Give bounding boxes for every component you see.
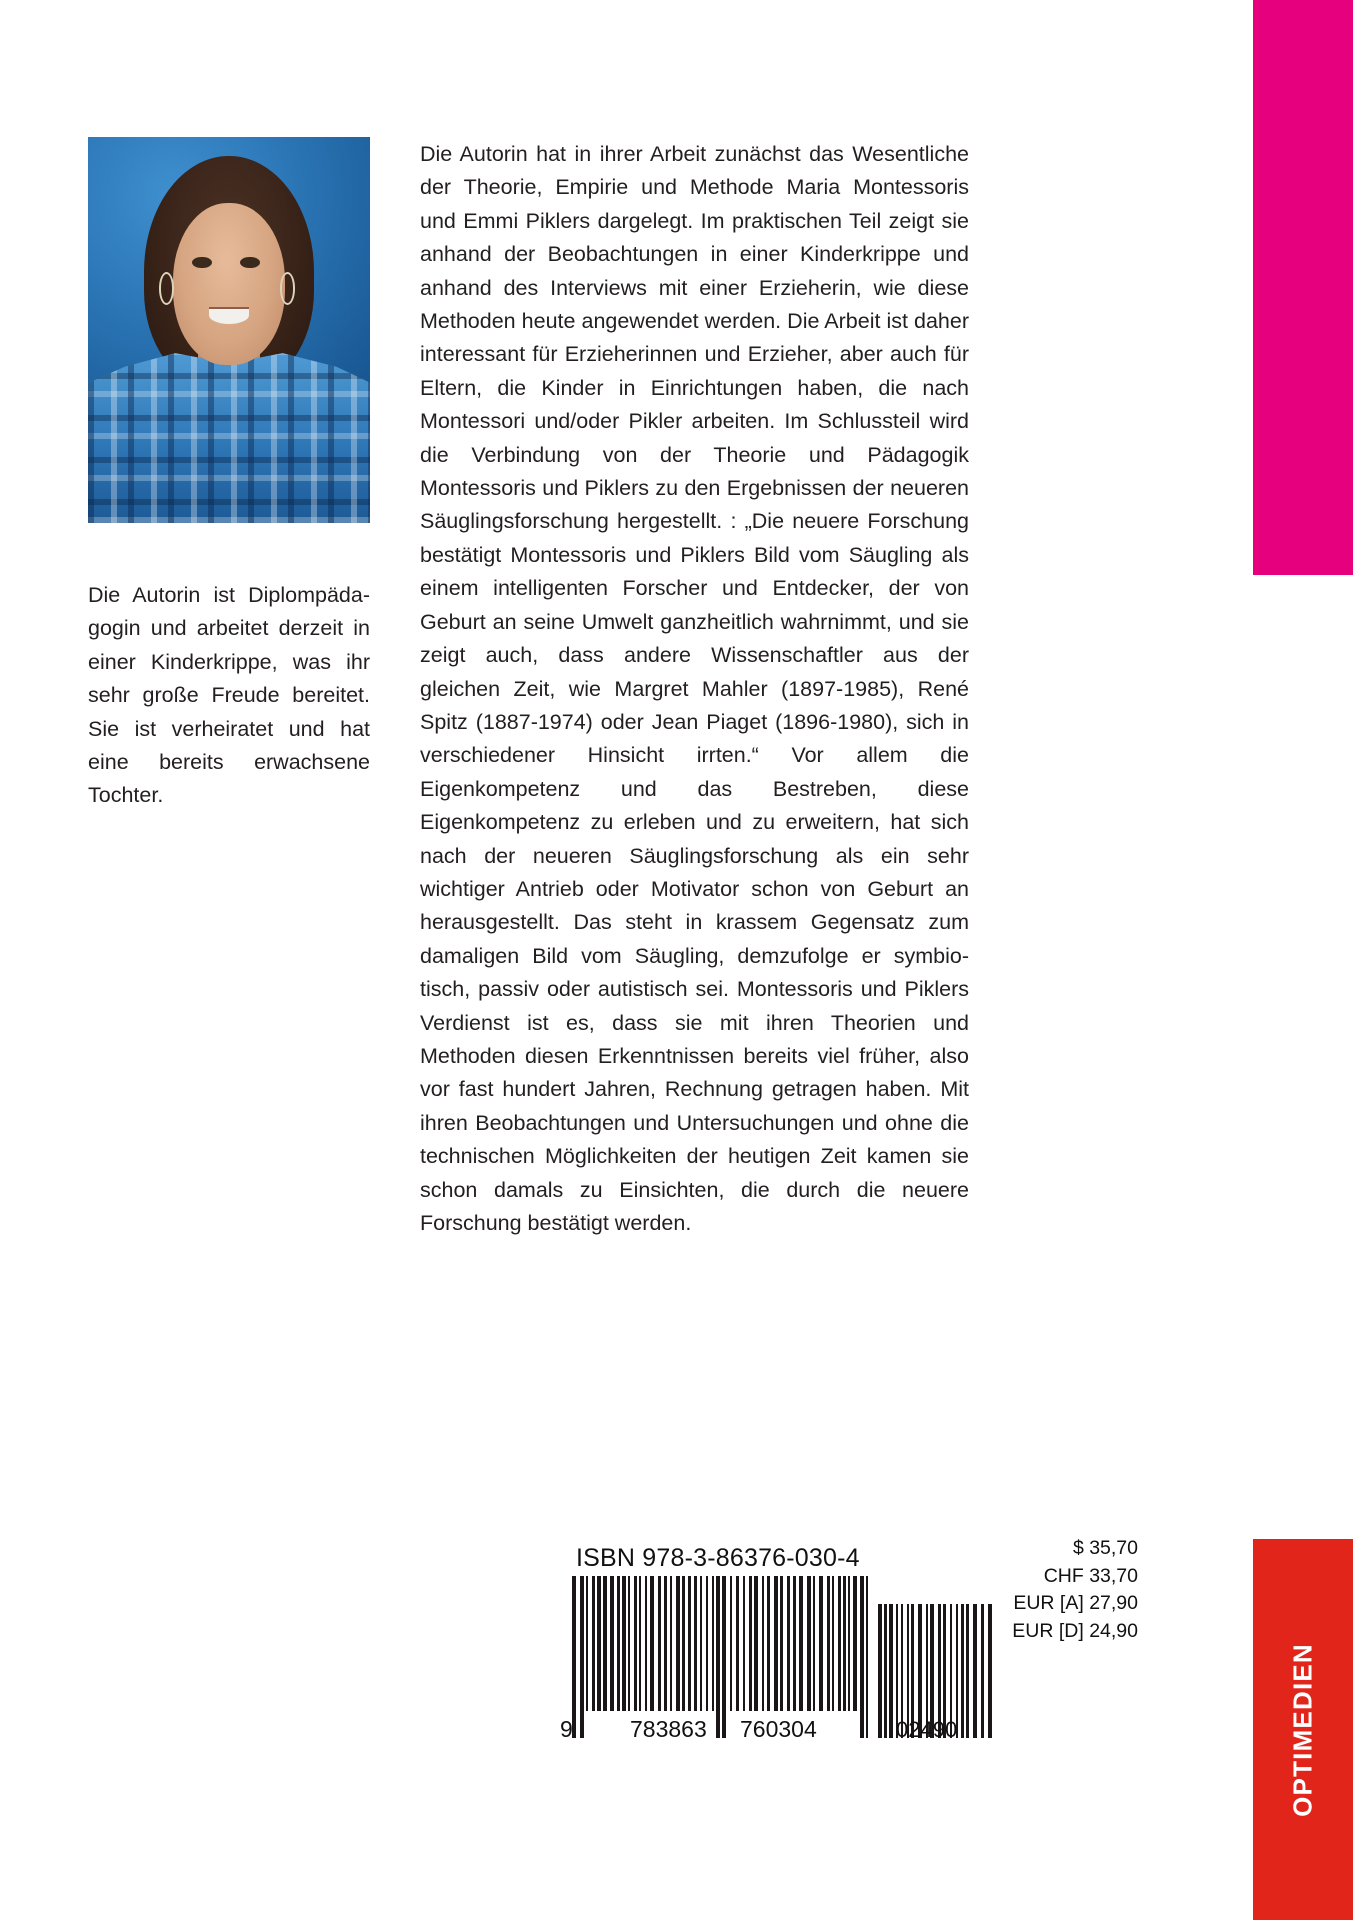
ean-group-2: 760304 (740, 1716, 817, 1742)
magenta-accent-strip (1253, 0, 1353, 575)
photo-shirt (88, 353, 370, 523)
blurb-text: Die Autorin hat in ihrer Arbeit zunächst das Wesentliche der Theorie, Empirie und Methode Maria Montessoris und Emmi Piklers dargelegt. Im praktischen Teil zeigt sie anhand der Beobachtungen in einer Kinderkrippe und anhand des Interviews mit einer Erzieherin, wie diese Methoden heute angewendet werden. Die Arbeit ist daher interessant für Erzieherinnen und Erzieher, aber auch für Eltern, die Kinder in Einrichtungen haben, die nach Montessori und/oder Pikler arbeiten. Im Schlussteil wird die Verbindung von der Theorie und Pädagogik Montessoris und Piklers zu den Ergebnissen der neueren Säuglingsforschung hergestellt. : „Die neuere Forschung bestätigt Montessoris und Piklers Bild vom Säugling als einem intelligenten Forscher und Entdecker, der von Geburt an seine Umwelt ganzheitlich wahrnimmt, und sie zeigt auch, dass andere Wissenschaftler aus der gleichen Zeit, wie Margret Mahler (1897-1985), René Spitz (1887-1974) oder Jean Piaget (1896-1980), sich in verschiedener Hinsicht irrten.“ Vor allem die Eigenkompetenz und das Bestreben, diese Eigenkompetenz zu erleben und zu erweitern, hat sich nach der neueren Säuglingsforschung als ein sehr wichtiger Antrieb oder Motivator schon von Geburt an herausgestellt. Das steht in krassem Gegensatz zum damaligen Bild vom Säugling, demzufolge er symbiotisch, passiv oder autistisch sei. Montessoris und Piklers Verdienst ist es, dass sie mit ihren Theorien und Methoden diesen Erkenntnissen bereits viel früher, also vor fast hundert Jahren, Rechnung getragen haben. Mit ihren Beobachtungen und Untersuchungen und ohne die technischen Möglichkeiten der heutigen Zeit kamen sie schon damals zu Einsichten, die durch die neuere Forschung bestätigt werden. (420, 142, 969, 1235)
imprint-name: OPTIMEDIEN (1287, 1642, 1318, 1817)
price-eur-de: EUR [D] 24,90 (1012, 1619, 1138, 1642)
photo-earring-right (280, 272, 296, 305)
photo-earring-left (159, 272, 175, 305)
isbn-barcode-block (560, 1537, 1260, 1870)
publisher-imprint-strip (1253, 1539, 1353, 1920)
ean-group-1: 783863 (630, 1716, 707, 1742)
isbn-label: ISBN 978-3-86376-030-4 (576, 1544, 860, 1572)
ean5-addon-barcode (878, 1604, 994, 1740)
photo-face (173, 203, 286, 365)
ean-lead-digit: 9 (560, 1716, 573, 1742)
ean-addon-digits: 02490 (896, 1717, 958, 1742)
ean13-barcode (560, 1576, 872, 1742)
author-photo (88, 137, 370, 523)
price-usd: $ 35,70 (1072, 1537, 1138, 1559)
ean13-bars (572, 1576, 872, 1740)
price-eur-at: EUR [A] 27,90 (1013, 1592, 1138, 1614)
price-list (1012, 1535, 1138, 1645)
price-chf: CHF 33,70 (1043, 1564, 1138, 1587)
author-bio-text: Die Autorin ist Diplompädagogin und arbeitet derzeit in einer Kinderkrippe, was ihr sehr große Freude bereitet. Sie ist verheiratet und hat eine bereits erwachsene Tochter. (88, 583, 370, 808)
photo-eye-right (240, 257, 260, 269)
